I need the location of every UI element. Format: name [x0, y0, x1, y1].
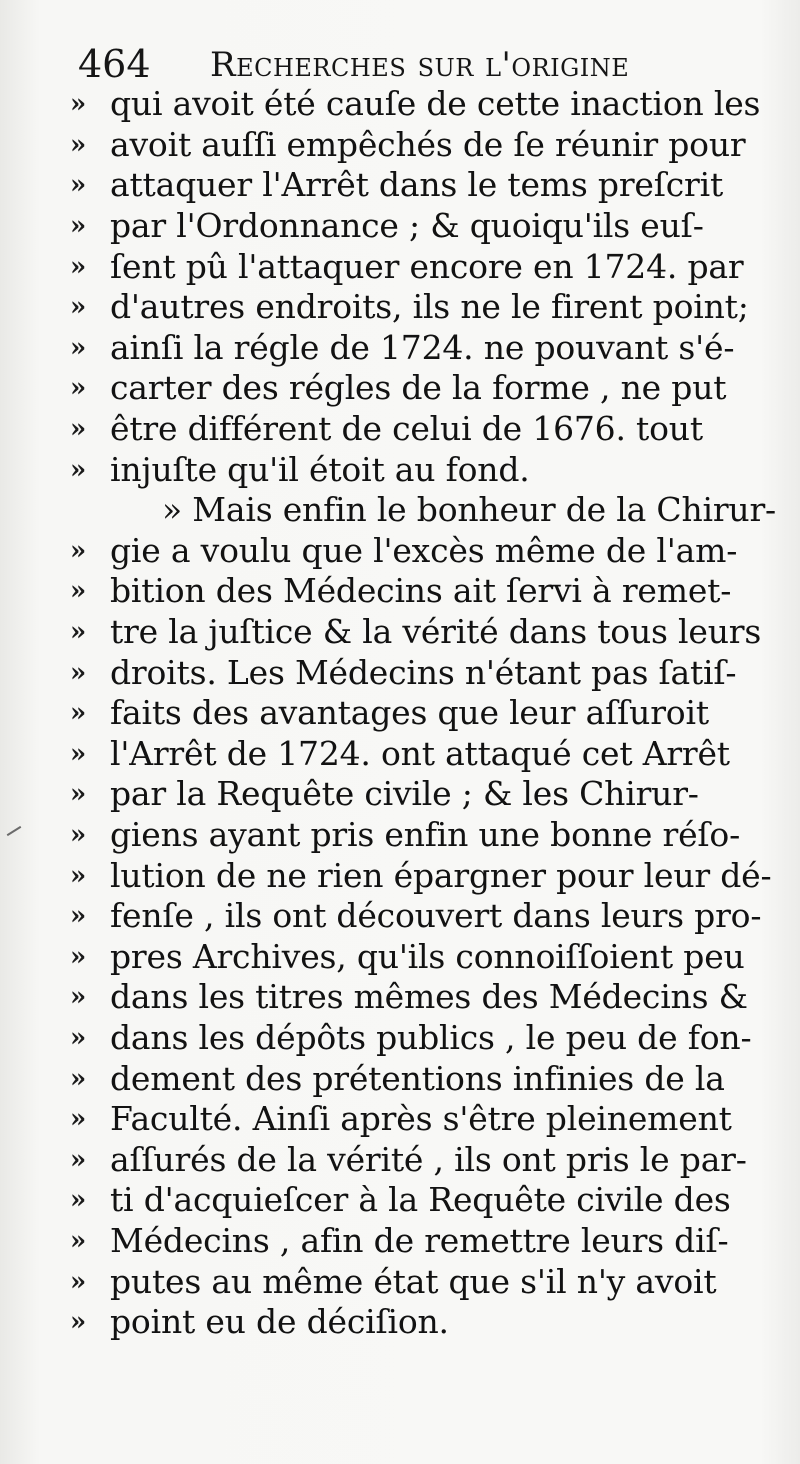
- text-line: [70, 165, 760, 206]
- quote-mark: »: [70, 1225, 87, 1256]
- quote-mark: »: [70, 617, 87, 648]
- quote-mark: »: [70, 1144, 87, 1175]
- line-text: Faculté. Ainſi après s'être pleinement: [110, 1099, 732, 1139]
- line-text: tre la juſtice & la vérité dans tous leurs: [110, 612, 762, 652]
- text-line: [70, 815, 760, 856]
- page-number: 464: [78, 42, 151, 86]
- text-line: [70, 652, 760, 693]
- text-line: [70, 1058, 760, 1099]
- line-text: l'Arrêt de 1724. ont attaqué cet Arrêt: [110, 733, 730, 773]
- quote-mark: »: [70, 332, 87, 363]
- text-line: [70, 1139, 760, 1180]
- text-line: [70, 328, 760, 369]
- text-line: [70, 774, 760, 815]
- text-line: [70, 125, 760, 166]
- text-line: [70, 206, 760, 247]
- margin-mark: [7, 826, 22, 836]
- line-text: lution de ne rien épargner pour leur dé-: [110, 855, 772, 895]
- quote-mark: »: [70, 698, 87, 729]
- quote-mark: »: [70, 1266, 87, 1297]
- text-line: [70, 571, 760, 612]
- line-text: putes au même état que s'il n'y avoit: [110, 1261, 717, 1301]
- line-text: ſent pû l'attaquer encore en 1724. par: [110, 246, 744, 286]
- text-line: [70, 1221, 760, 1262]
- line-text: carter des régles de la forme , ne put: [110, 368, 727, 408]
- quote-mark: »: [70, 576, 87, 607]
- text-line: [70, 693, 760, 734]
- line-text: injuſte qu'il étoit au fond.: [110, 449, 530, 489]
- text-line: [70, 1261, 760, 1302]
- quote-mark: »: [70, 211, 87, 242]
- body-text: [70, 84, 777, 1342]
- quote-mark: »: [70, 901, 87, 932]
- line-text: Médecins , afin de remettre leurs diſ-: [110, 1220, 729, 1260]
- line-text: aſſurés de la vérité , ils ont pris le par-: [110, 1139, 747, 1179]
- quote-mark: »: [70, 373, 87, 404]
- page-header: [78, 38, 778, 86]
- text-line: [70, 936, 760, 977]
- quote-mark: »: [70, 657, 87, 688]
- quote-mark: »: [70, 779, 87, 810]
- quote-mark: »: [70, 414, 87, 445]
- quote-mark: »: [70, 1104, 87, 1135]
- line-text: bition des Médecins ait ſervi à remet-: [110, 571, 732, 611]
- line-text: attaquer l'Arrêt dans le tems preſcrit: [110, 165, 724, 205]
- quote-mark: »: [70, 982, 87, 1013]
- quote-mark: »: [70, 1063, 87, 1094]
- text-line: [70, 409, 760, 450]
- line-text: être différent de celui de 1676. tout: [110, 409, 703, 449]
- text-line: [70, 1180, 760, 1221]
- text-line: [70, 1302, 760, 1343]
- line-text: point eu de déciſion.: [110, 1302, 449, 1342]
- line-text: par l'Ordonnance ; & quoiqu'ils euſ-: [110, 206, 704, 246]
- quote-mark: »: [70, 251, 87, 282]
- line-text: par la Requête civile ; & les Chirur-: [110, 774, 699, 814]
- text-line: [70, 287, 760, 328]
- text-line: [70, 246, 760, 287]
- text-line: [70, 449, 760, 490]
- text-line: [70, 734, 760, 775]
- text-line: [70, 84, 760, 125]
- line-text: avoit auſſi empêchés de ſe réunir pour: [110, 124, 746, 164]
- line-text: dans les dépôts publics , le peu de fon-: [110, 1017, 752, 1057]
- quote-mark: »: [70, 941, 87, 972]
- quote-mark: »: [70, 1022, 87, 1053]
- quote-mark: »: [70, 454, 87, 485]
- text-line: [70, 1099, 760, 1140]
- running-head: Recherches sur l'origine: [210, 45, 630, 85]
- line-text: ti d'acquieſcer à la Requête civile des: [110, 1180, 731, 1220]
- line-text: gie a voulu que l'excès même de l'am-: [110, 530, 738, 570]
- quote-mark: »: [70, 170, 87, 201]
- quote-mark: »: [70, 1307, 87, 1338]
- line-text: d'autres endroits, ils ne le firent point;: [110, 287, 749, 327]
- text-line: [70, 531, 760, 572]
- quote-mark: »: [70, 535, 87, 566]
- paragraph-start-line: [70, 490, 777, 531]
- line-text: fenſe , ils ont découvert dans leurs pro-: [110, 896, 762, 936]
- quote-mark: »: [70, 860, 87, 891]
- quote-mark: »: [70, 89, 87, 120]
- line-text: ainſi la régle de 1724. ne pouvant s'é-: [110, 327, 735, 367]
- quote-mark: »: [70, 129, 87, 160]
- quote-mark: »: [70, 819, 87, 850]
- quote-mark: »: [70, 738, 87, 769]
- line-text: dans les titres mêmes des Médecins &: [110, 977, 748, 1017]
- text-line: [70, 612, 760, 653]
- line-text: giens ayant pris enfin une bonne réſo-: [110, 814, 741, 854]
- text-line: [70, 1018, 760, 1059]
- line-text: pres Archives, qu'ils connoiſſoient peu: [110, 936, 745, 976]
- text-line: [70, 368, 760, 409]
- quote-mark: »: [70, 1185, 87, 1216]
- quote-mark: »: [70, 292, 87, 323]
- line-text: droits. Les Médecins n'étant pas ſatiſ-: [110, 652, 737, 692]
- text-line: [70, 896, 760, 937]
- line-text: » Mais enfin le bonheur de la Chirur-: [162, 490, 777, 530]
- line-text: qui avoit été cauſe de cette inaction les: [110, 84, 761, 124]
- text-line: [70, 977, 760, 1018]
- line-text: dement des prétentions infinies de la: [110, 1058, 725, 1098]
- text-line: [70, 855, 772, 896]
- line-text: faits des avantages que leur aſſuroit: [110, 693, 709, 733]
